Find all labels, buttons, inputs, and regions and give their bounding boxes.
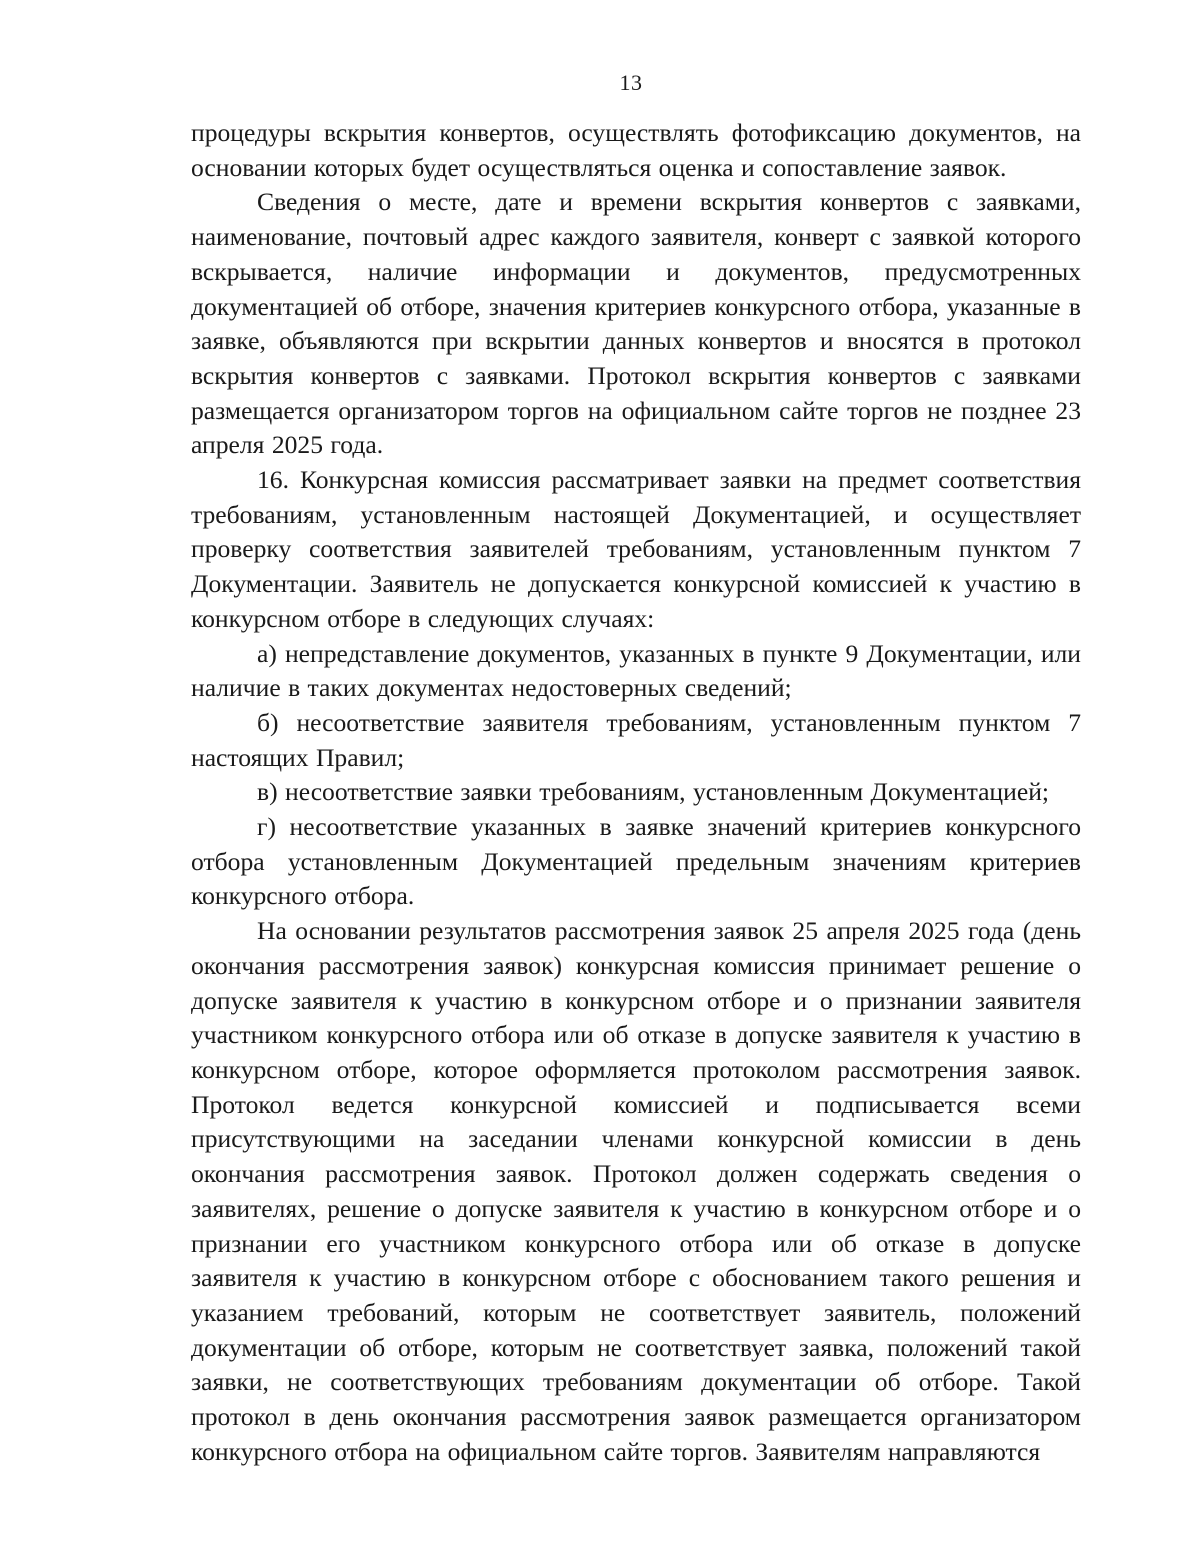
- list-item-g: г) несоответствие указанных в заявке значений критериев конкурсного отбора установленным Документацией предельным значениям критериев конкурсного отбора.: [191, 812, 1081, 911]
- paragraph-clause-16: 16. Конкурсная комиссия рассматривает заявки на предмет соответствия требованиям, установленным настоящей Документацией, и осуществляет проверку соответствия заявителей требованиям, установленным пунктом 7 Документации. Заявитель не допускается конкурсной комиссией к участию в конкурсном отборе в следующих случаях:: [191, 465, 1081, 633]
- page-number: 13: [619, 70, 643, 95]
- paragraph-continuation: процедуры вскрытия конвертов, осуществлять фотофиксацию документов, на основании которых будет осуществляться оценка и сопоставление заявок.: [191, 118, 1081, 182]
- list-item-v: в) несоответствие заявки требованиям, установленным Документацией;: [257, 777, 1049, 807]
- list-item-a: а) непредставление документов, указанных в пункте 9 Документации, или наличие в таких документах недостоверных сведений;: [191, 638, 1081, 703]
- paragraph-review-results: На основании результатов рассмотрения заявок 25 апреля 2025 года (день окончания рассмотрения заявок) конкурсная комиссия принимает решение о допуске заявителя к участию в конкурсном отборе и о признании заявителя участником конкурсного отбора или об отказе в допуске заявителя к участию в конкурсном отборе, которое оформляется протоколом рассмотрения заявок. Протокол ведется конкурсной комиссией и подписывается всеми присутствующими на заседании членами конкурсной комиссии в день окончания рассмотрения заявок. Протокол должен содержать сведения о заявителях, решение о допуске заявителя к участию в конкурсном отборе и о признании его участником конкурсного отбора или об отказе в допуске заявителя к участию в конкурсном отборе с обоснованием такого решения и указанием требований, которым не соответствует заявитель, положений документации об отборе, которым не соответствует заявка, положений такой заявки, не соответствующих требованиям документации об отборе. Такой протокол в день окончания рассмотрения заявок размещается организатором конкурсного отбора на официальном сайте торгов. Заявителям направляются: [191, 916, 1081, 1466]
- document-body: [191, 116, 1081, 1469]
- list-item-b: б) несоответствие заявителя требованиям, установленным пунктом 7 настоящих Правил;: [191, 707, 1081, 772]
- paragraph-envelope-info: Сведения о месте, дате и времени вскрытия конвертов с заявками, наименование, почтовый адрес каждого заявителя, конверт с заявкой которого вскрывается, наличие информации и документов, предусмотренных документацией об отборе, значения критериев конкурсного отбора, указанные в заявке, объявляются при вскрытии данных конвертов и вносятся в протокол вскрытия конвертов с заявками. Протокол вскрытия конвертов с заявками размещается организатором торгов на официальном сайте торгов не позднее 23 апреля 2025 года.: [191, 187, 1081, 460]
